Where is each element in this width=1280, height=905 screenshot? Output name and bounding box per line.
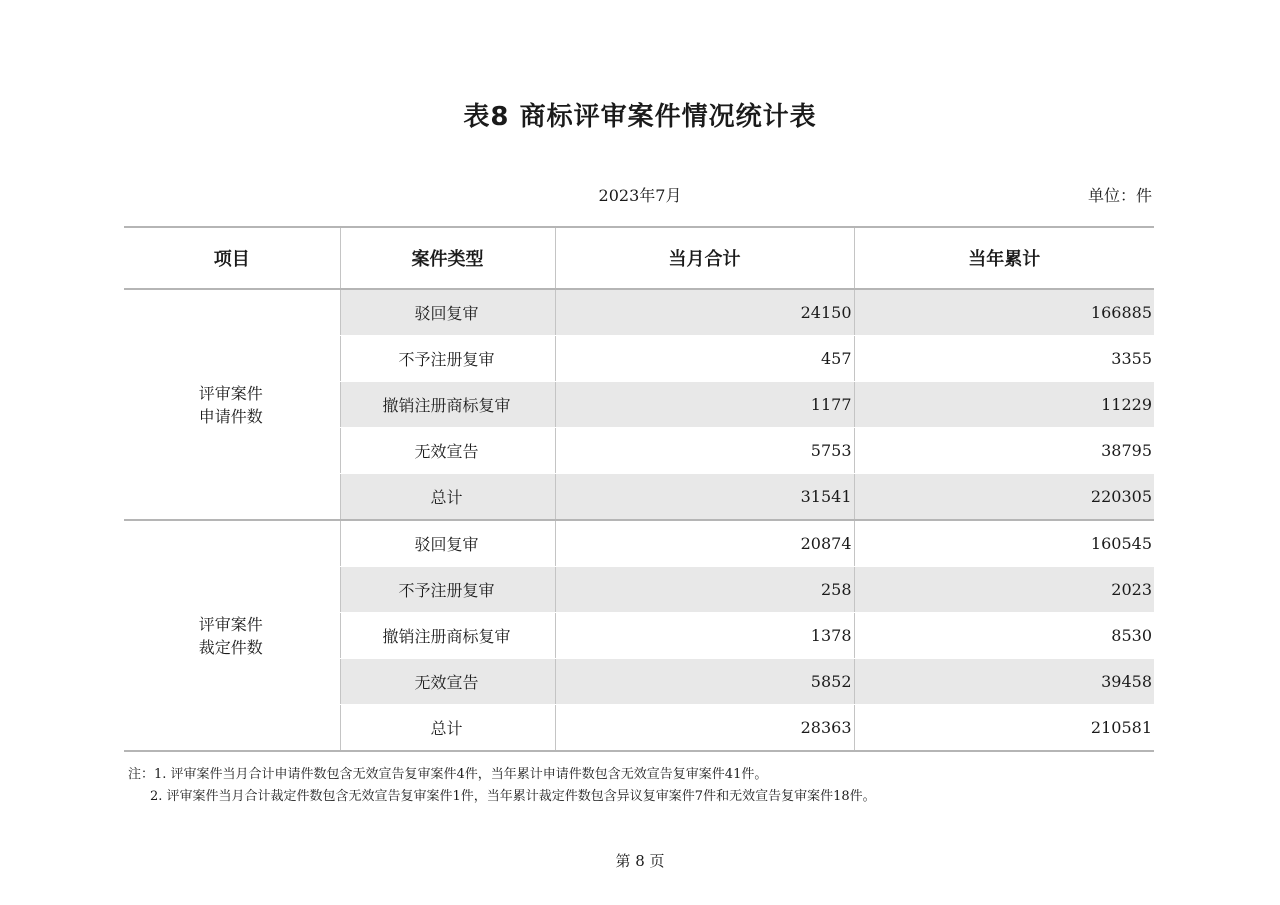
year-total-cell: 39458 — [854, 659, 1154, 705]
header-case-type: 案件类型 — [340, 227, 555, 289]
month-total-cell: 258 — [555, 567, 854, 613]
header-item: 项目 — [124, 227, 340, 289]
case-type-cell: 无效宣告 — [340, 659, 555, 705]
footnote-2: 2. 评审案件当月合计裁定件数包含无效宣告复审案件1件，当年累计裁定件数包含异议复审案件7件和无效宣告复审案件18件。 — [150, 789, 876, 804]
month-total-cell: 1378 — [555, 613, 854, 659]
case-type-cell: 不予注册复审 — [340, 336, 555, 382]
year-total-cell: 2023 — [854, 567, 1154, 613]
case-type-cell: 总计 — [340, 705, 555, 752]
page-number: 第 8 页 — [615, 852, 665, 870]
header-row — [124, 227, 1154, 289]
report-period: 2023年7月 — [598, 186, 682, 205]
year-total-cell: 38795 — [854, 428, 1154, 474]
group-label-line: 申请件数 — [198, 406, 263, 426]
month-total-cell: 1177 — [555, 382, 854, 428]
table-title: 表8 商标评审案件情况统计表 — [463, 102, 817, 132]
group-label-applications — [124, 289, 340, 520]
year-total-cell: 8530 — [854, 613, 1154, 659]
group-label-line: 评审案件 — [198, 614, 263, 634]
month-total-cell: 31541 — [555, 474, 854, 521]
case-type-cell: 无效宣告 — [340, 428, 555, 474]
unit-label: 单位：件 — [1087, 186, 1152, 205]
group-label-line: 裁定件数 — [198, 637, 263, 657]
case-type-cell: 不予注册复审 — [340, 567, 555, 613]
table-row — [124, 289, 1154, 336]
year-total-cell: 11229 — [854, 382, 1154, 428]
header-year-total: 当年累计 — [854, 227, 1154, 289]
group-label-line: 评审案件 — [198, 383, 263, 403]
case-type-cell: 驳回复审 — [340, 520, 555, 567]
month-total-cell: 5753 — [555, 428, 854, 474]
statistics-table — [124, 226, 1154, 752]
footnotes — [128, 764, 876, 808]
month-total-cell: 20874 — [555, 520, 854, 567]
year-total-cell: 210581 — [854, 705, 1154, 752]
month-total-cell: 24150 — [555, 289, 854, 336]
month-total-cell: 457 — [555, 336, 854, 382]
case-type-cell: 撤销注册商标复审 — [340, 613, 555, 659]
year-total-cell: 166885 — [854, 289, 1154, 336]
month-total-cell: 5852 — [555, 659, 854, 705]
case-type-cell: 驳回复审 — [340, 289, 555, 336]
group-label-rulings — [124, 520, 340, 751]
year-total-cell: 160545 — [854, 520, 1154, 567]
year-total-cell: 3355 — [854, 336, 1154, 382]
header-month-total: 当月合计 — [555, 227, 854, 289]
case-type-cell: 总计 — [340, 474, 555, 521]
footnote-1: 注：1. 评审案件当月合计申请件数包含无效宣告复审案件4件，当年累计申请件数包含无效宣告复审案件41件。 — [128, 767, 768, 782]
case-type-cell: 撤销注册商标复审 — [340, 382, 555, 428]
month-total-cell: 28363 — [555, 705, 854, 752]
year-total-cell: 220305 — [854, 474, 1154, 521]
table-row — [124, 520, 1154, 567]
